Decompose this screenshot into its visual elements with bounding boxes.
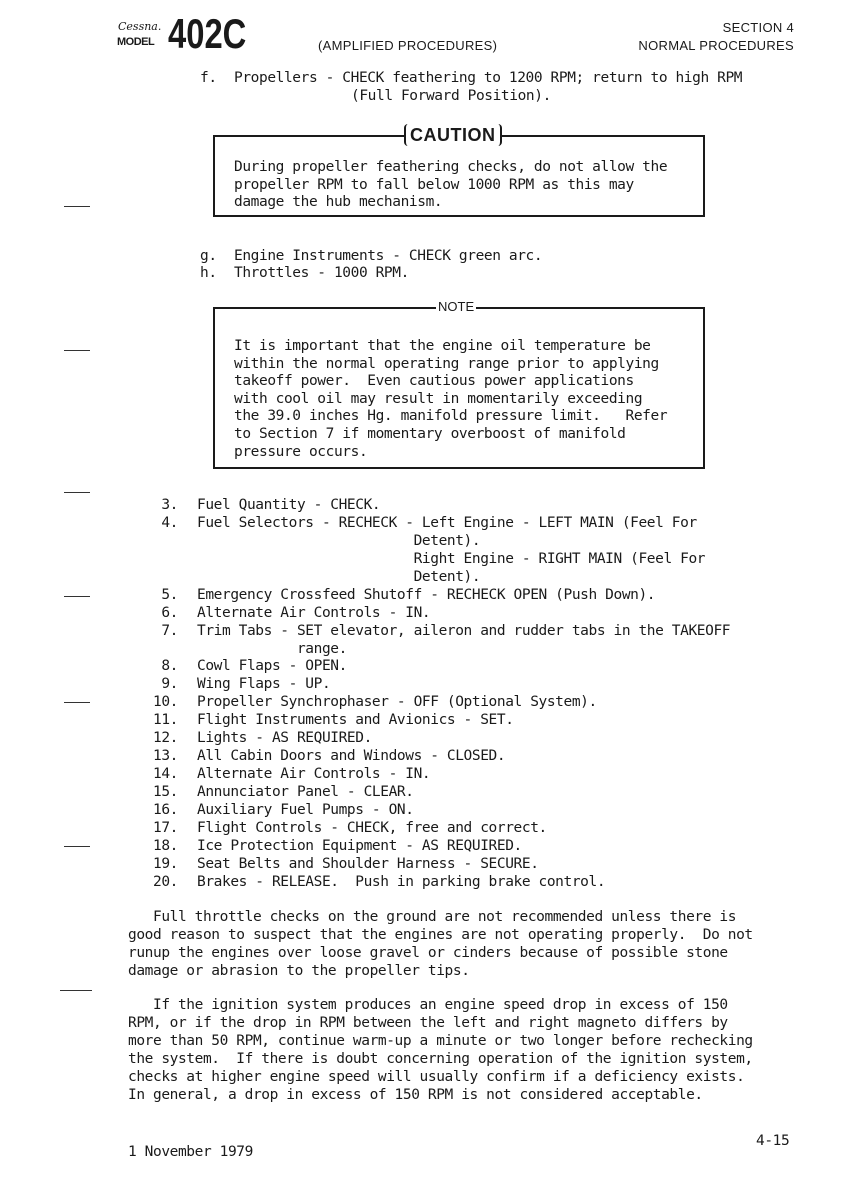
item-text: Annunciator Panel - CLEAR. bbox=[197, 784, 414, 800]
note-line: It is important that the engine oil temperature be bbox=[234, 338, 651, 354]
item-number: 6. bbox=[161, 605, 178, 621]
paragraph-line: In general, a drop in excess of 150 RPM is not considered acceptable. bbox=[128, 1087, 703, 1103]
item-number: 10. bbox=[153, 694, 178, 710]
item-text: Emergency Crossfeed Shutoff - RECHECK OPEN (Push Down). bbox=[197, 587, 656, 603]
item-text: All Cabin Doors and Windows - CLOSED. bbox=[197, 748, 506, 764]
step-text: Throttles - 1000 RPM. bbox=[234, 265, 409, 281]
paragraph-line: the system. If there is doubt concerning operation of the ignition system, bbox=[128, 1051, 753, 1067]
step-text: Engine Instruments - CHECK green arc. bbox=[234, 248, 543, 264]
item-text: Flight Controls - CHECK, free and correct. bbox=[197, 820, 547, 836]
change-bar-mark bbox=[64, 206, 90, 207]
paragraph-line: Full throttle checks on the ground are not recommended unless there is bbox=[128, 909, 737, 925]
item-number: 13. bbox=[153, 748, 178, 764]
item-text: Lights - AS REQUIRED. bbox=[197, 730, 372, 746]
item-text: Auxiliary Fuel Pumps - ON. bbox=[197, 802, 414, 818]
note-line: pressure occurs. bbox=[234, 444, 368, 460]
change-bar-mark bbox=[64, 492, 90, 493]
item-text: Ice Protection Equipment - AS REQUIRED. bbox=[197, 838, 522, 854]
caution-title: CAUTION bbox=[404, 124, 502, 146]
note-line: within the normal operating range prior to applying bbox=[234, 356, 659, 372]
item-number: 7. bbox=[161, 623, 178, 639]
item-number: 20. bbox=[153, 874, 178, 890]
item-number: 17. bbox=[153, 820, 178, 836]
step-text-continued: (Full Forward Position). bbox=[351, 88, 551, 104]
item-number: 11. bbox=[153, 712, 178, 728]
note-title: NOTE bbox=[438, 299, 475, 314]
caution-line: damage the hub mechanism. bbox=[234, 194, 443, 210]
step-text: Propellers - CHECK feathering to 1200 RPM; return to high RPM bbox=[234, 70, 743, 86]
item-text: Detent). bbox=[197, 569, 481, 585]
item-text: Wing Flaps - UP. bbox=[197, 676, 331, 692]
cessna-logo-word: Cessna. bbox=[118, 20, 162, 33]
item-number: 4. bbox=[161, 515, 178, 531]
section-title: NORMAL PROCEDURES bbox=[638, 38, 794, 53]
change-bar-mark bbox=[60, 990, 92, 991]
item-number: 9. bbox=[161, 676, 178, 692]
item-text: Flight Instruments and Avionics - SET. bbox=[197, 712, 514, 728]
note-line: the 39.0 inches Hg. manifold pressure limit. Refer bbox=[234, 408, 668, 424]
paragraph-line: good reason to suspect that the engines are not operating properly. Do not bbox=[128, 927, 753, 943]
item-number: 15. bbox=[153, 784, 178, 800]
item-text: Cowl Flaps - OPEN. bbox=[197, 658, 347, 674]
item-number: 8. bbox=[161, 658, 178, 674]
paragraph-line: RPM, or if the drop in RPM between the left and right magneto differs by bbox=[128, 1015, 728, 1031]
note-line: takeoff power. Even cautious power applications bbox=[234, 373, 634, 389]
paragraph-line: checks at higher engine speed will usually confirm if a deficiency exists. bbox=[128, 1069, 745, 1085]
item-text: Alternate Air Controls - IN. bbox=[197, 766, 431, 782]
item-number: 3. bbox=[161, 497, 178, 513]
change-bar-mark bbox=[64, 846, 90, 847]
item-number: 14. bbox=[153, 766, 178, 782]
paragraph-line: more than 50 RPM, continue warm-up a minute or two longer before rechecking bbox=[128, 1033, 753, 1049]
item-text: Detent). bbox=[197, 533, 481, 549]
item-text: Trim Tabs - SET elevator, aileron and rudder tabs in the TAKEOFF bbox=[197, 623, 731, 639]
caution-line: During propeller feathering checks, do not allow the bbox=[234, 159, 668, 175]
note-line: with cool oil may result in momentarily exceeding bbox=[234, 391, 643, 407]
item-text: Fuel Quantity - CHECK. bbox=[197, 497, 381, 513]
item-number: 19. bbox=[153, 856, 178, 872]
item-text: Fuel Selectors - RECHECK - Left Engine - LEFT MAIN (Feel For bbox=[197, 515, 697, 531]
paragraph-line: If the ignition system produces an engine speed drop in excess of 150 bbox=[128, 997, 728, 1013]
section-number: SECTION 4 bbox=[722, 20, 794, 35]
item-number: 16. bbox=[153, 802, 178, 818]
model-number: 402C bbox=[168, 10, 247, 57]
change-bar-mark bbox=[64, 596, 90, 597]
item-text: Brakes - RELEASE. Push in parking brake control. bbox=[197, 874, 606, 890]
change-bar-mark bbox=[64, 350, 90, 351]
item-text: range. bbox=[197, 641, 347, 657]
logo-model-label: MODEL bbox=[117, 36, 155, 48]
step-letter: g. bbox=[200, 248, 217, 264]
caution-line: propeller RPM to fall below 1000 RPM as this may bbox=[234, 177, 634, 193]
note-line: to Section 7 if momentary overboost of manifold bbox=[234, 426, 626, 442]
paragraph-line: runup the engines over loose gravel or cinders because of possible stone bbox=[128, 945, 728, 961]
step-letter: f. bbox=[200, 70, 217, 86]
footer-date: 1 November 1979 bbox=[128, 1144, 253, 1160]
item-number: 5. bbox=[161, 587, 178, 603]
item-text: Alternate Air Controls - IN. bbox=[197, 605, 431, 621]
item-text: Right Engine - RIGHT MAIN (Feel For bbox=[197, 551, 706, 567]
paragraph-line: damage or abrasion to the propeller tips. bbox=[128, 963, 470, 979]
change-bar-mark bbox=[64, 702, 90, 703]
item-number: 12. bbox=[153, 730, 178, 746]
step-letter: h. bbox=[200, 265, 217, 281]
item-text: Propeller Synchrophaser - OFF (Optional System). bbox=[197, 694, 597, 710]
item-number: 18. bbox=[153, 838, 178, 854]
item-text: Seat Belts and Shoulder Harness - SECURE. bbox=[197, 856, 539, 872]
header-subtitle: (AMPLIFIED PROCEDURES) bbox=[318, 38, 498, 53]
page-number: 4-15 bbox=[756, 1133, 790, 1149]
